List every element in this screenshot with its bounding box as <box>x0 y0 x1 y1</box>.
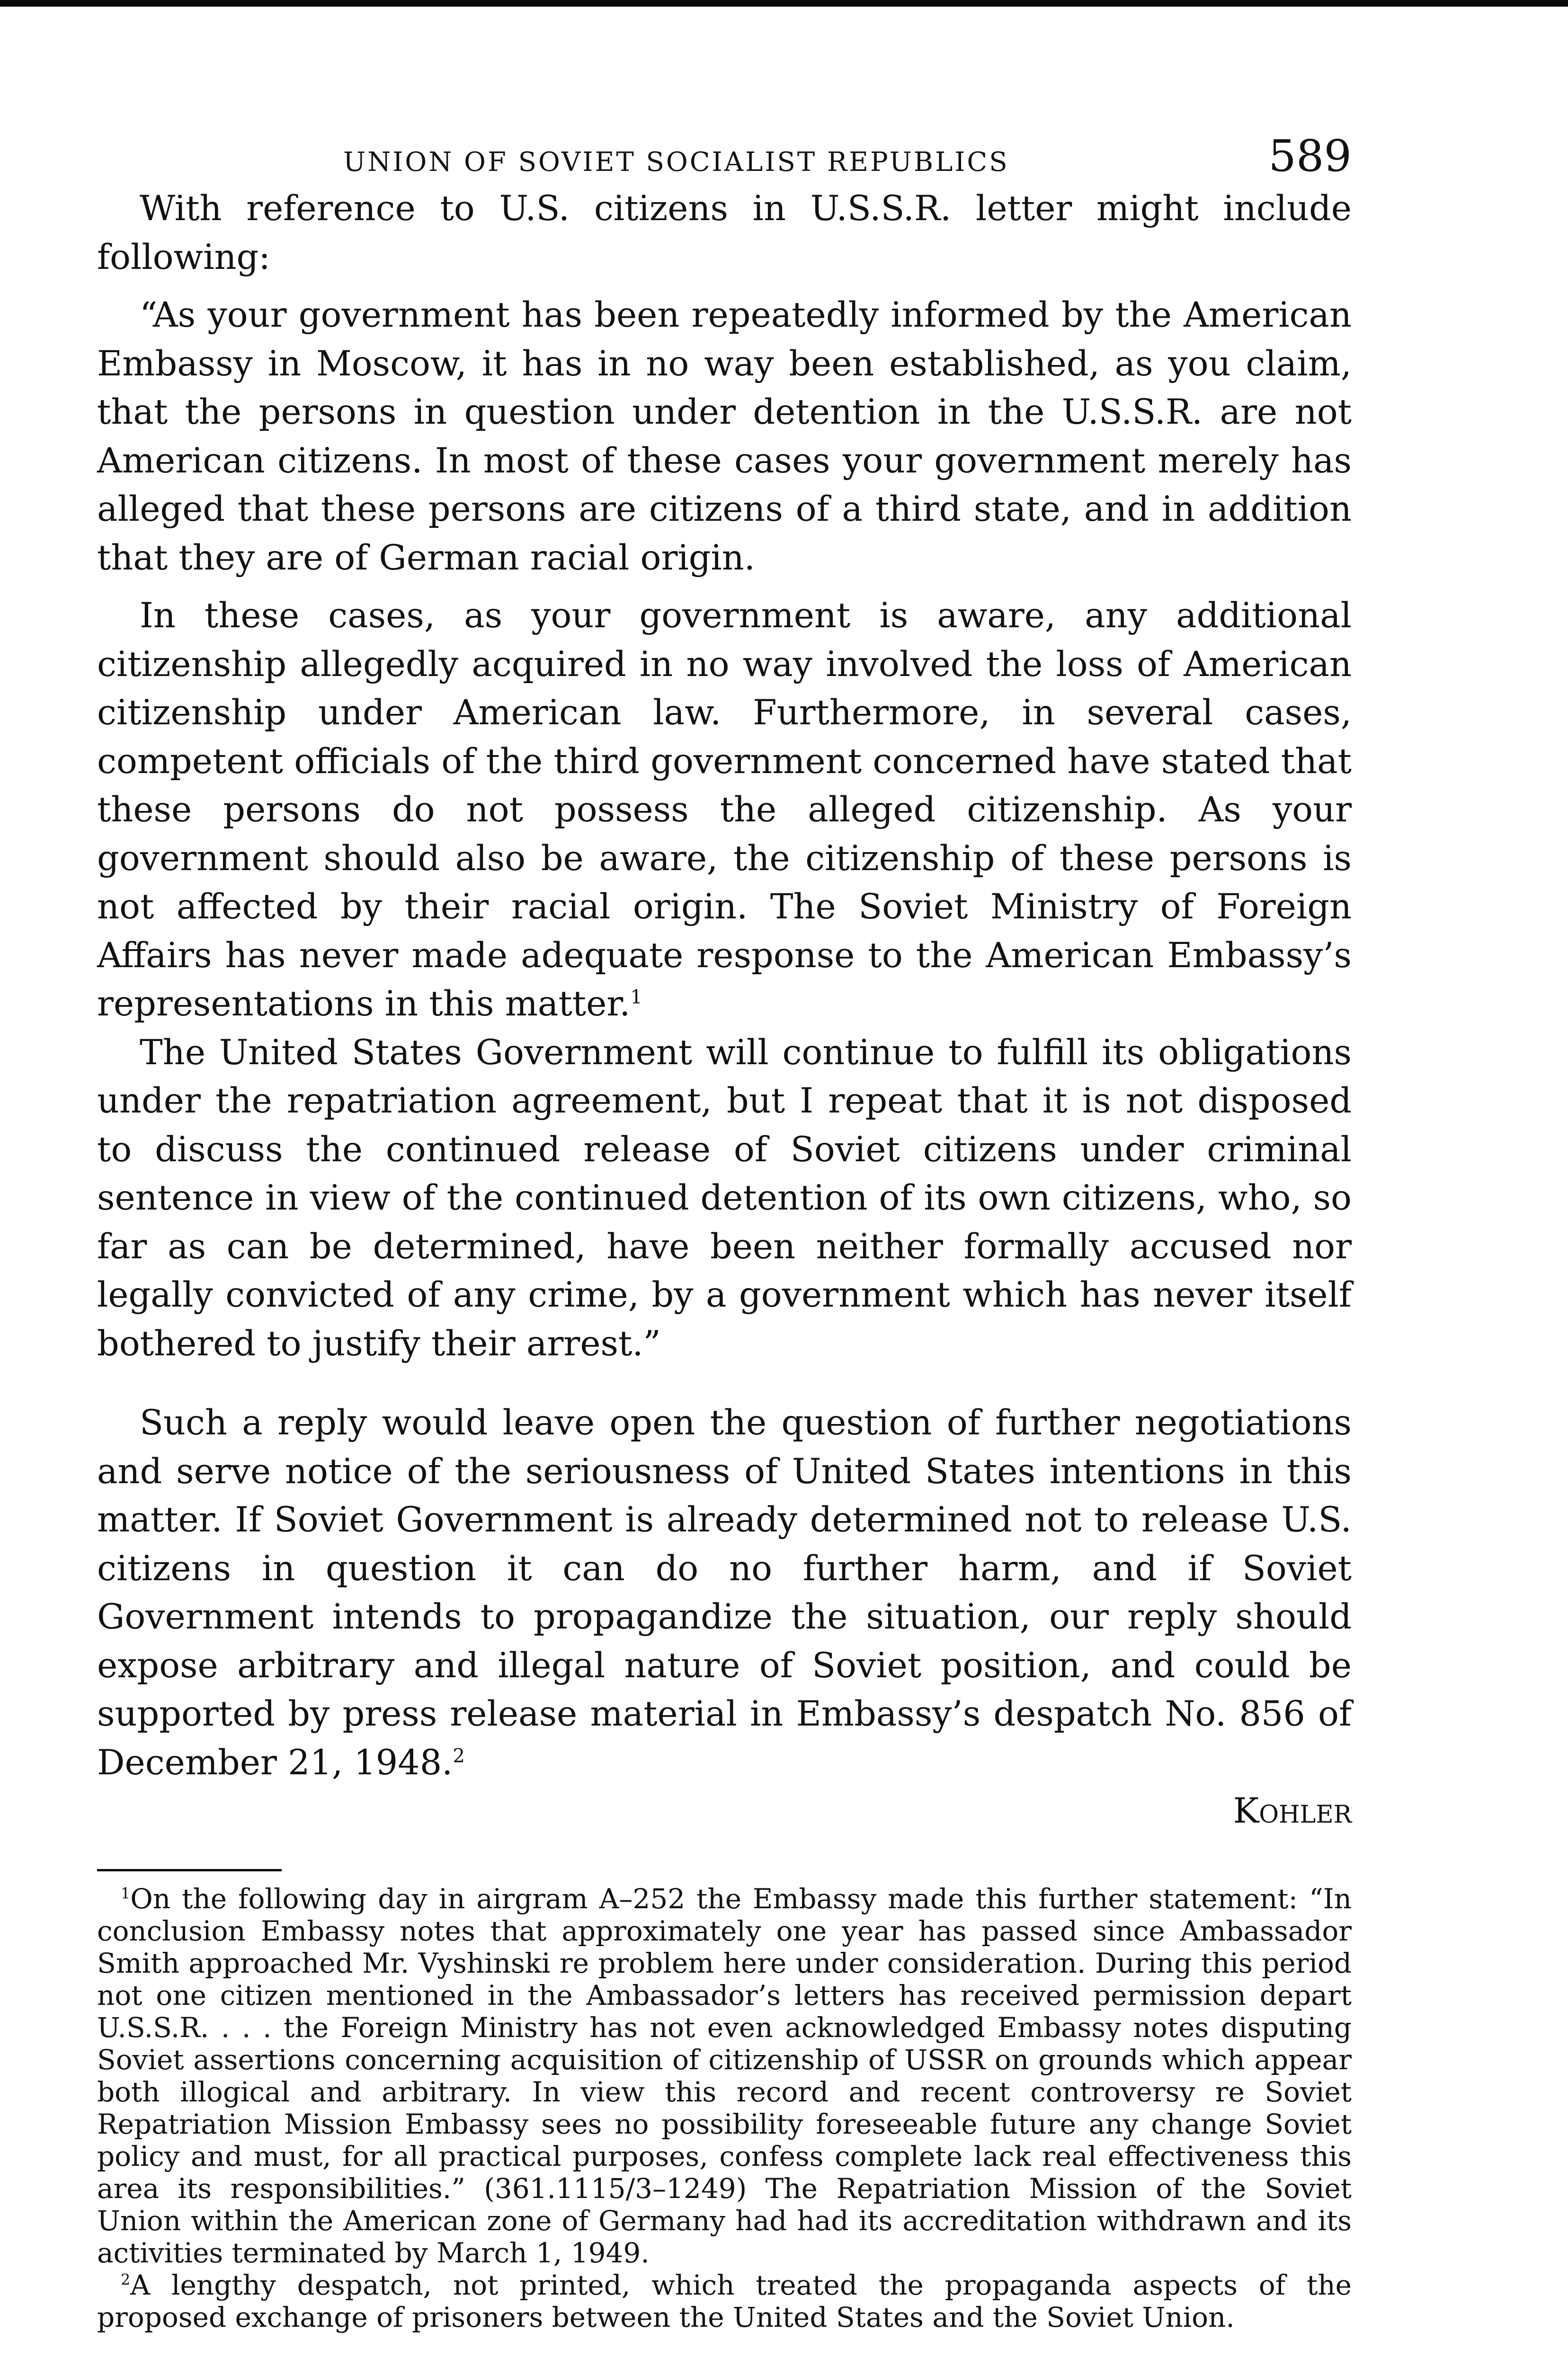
paragraph-quote-2-text: In these cases, as your government is aware, any additional citizenship allegedly acquired in no way involved the loss of American citizenship under American law. Furthermore, in several cases, competent officials of the third government concerned have stated that these persons do not possess the alleged citizenship. As your government should also be aware, the citizenship of these persons is not affected by their racial origin. The Soviet Ministry of Foreign Affairs has never made adequate response to the American Embassy’s representations in this matter. <box>97 596 1352 1024</box>
body-text <box>97 185 1352 1831</box>
footnote-1-text: On the following day in airgram A–252 the Embassy made this further statement: “In conclusion Embassy notes that approximately one year has passed since Ambassador Smith approached Mr. Vyshinski re problem here under consideration. During this period not one citizen mentioned in the Ambassador’s letters has received permission depart U.S.S.R. . . . the Foreign Ministry has not even acknowledged Embassy notes disputing Soviet assertions concerning acquisition of citizenship of USSR on grounds which appear both illogical and arbitrary. In view this record and recent controversy re Soviet Repatriation Mission Embassy sees no possibility foreseeable future any change Soviet policy and must, for all practical purposes, confess complete lack real effectiveness this area its responsibilities.” (361.1115/3–1249) The Repatriation Mission of the Soviet Union within the American zone of Germany had had its accreditation withdrawn and its activities terminated by March 1, 1949. <box>97 1883 1352 2269</box>
footnote-ref-2: 2 <box>453 1745 465 1767</box>
paragraph-conclusion <box>97 1399 1352 1787</box>
footnotes <box>97 1883 1352 2333</box>
top-border <box>0 0 1568 7</box>
running-title: UNION OF SOVIET SOCIALIST REPUBLICS <box>343 147 1009 178</box>
footnote-2-text: A lengthy despatch, not printed, which treated the propaganda aspects of the proposed exchange of prisoners between the United States and the Soviet Union. <box>97 2269 1352 2333</box>
running-head <box>97 128 1352 185</box>
signature: Kohler <box>1233 1791 1352 1831</box>
paragraph-quote-3: The United States Government will continue to fulfill its obligations under the repatriation agreement, but I repeat that it is not disposed to discuss the continued release of Soviet citizens under criminal sentence in view of the continued detention of its own citizens, who, so far as can be determined, have been neither formally accused nor legally convicted of any crime, by a government which has never itself bothered to justify their arrest.” <box>97 1032 1352 1364</box>
footnote-2 <box>97 2269 1352 2333</box>
paragraph-quote-1: “As your government has been repeatedly informed by the American Embassy in Moscow, it has in no way been established, as you claim, that the persons in question under detention in the U.S.S.R. are not American citizens. In most of these cases your government merely has alleged that these persons are citizens of a third state, and in addition that they are of German racial origin. <box>97 295 1352 578</box>
footnote-1-mark: 1 <box>121 1884 131 1903</box>
paragraph-quote-2 <box>97 592 1352 1029</box>
footnote-divider <box>97 1869 282 1871</box>
document-page <box>97 128 1352 2333</box>
page-number: 589 <box>1268 131 1352 181</box>
footnote-ref-1: 1 <box>630 986 642 1008</box>
paragraph-intro: With reference to U.S. citizens in U.S.S.R. letter might include following: <box>97 188 1352 277</box>
paragraph-conclusion-text: Such a reply would leave open the question of further negotiations and serve notice of the seriousness of United States intentions in this matter. If Soviet Government is already determined not to release U.S. citizens in question it can do no further harm, and if Soviet Government intends to propagandize the situation, our reply should expose arbitrary and illegal nature of Soviet position, and could be supported by press release material in Embassy’s despatch No. 856 of December 21, 1948. <box>97 1403 1352 1783</box>
footnote-2-mark: 2 <box>121 2270 131 2289</box>
footnote-1 <box>97 1883 1352 2269</box>
